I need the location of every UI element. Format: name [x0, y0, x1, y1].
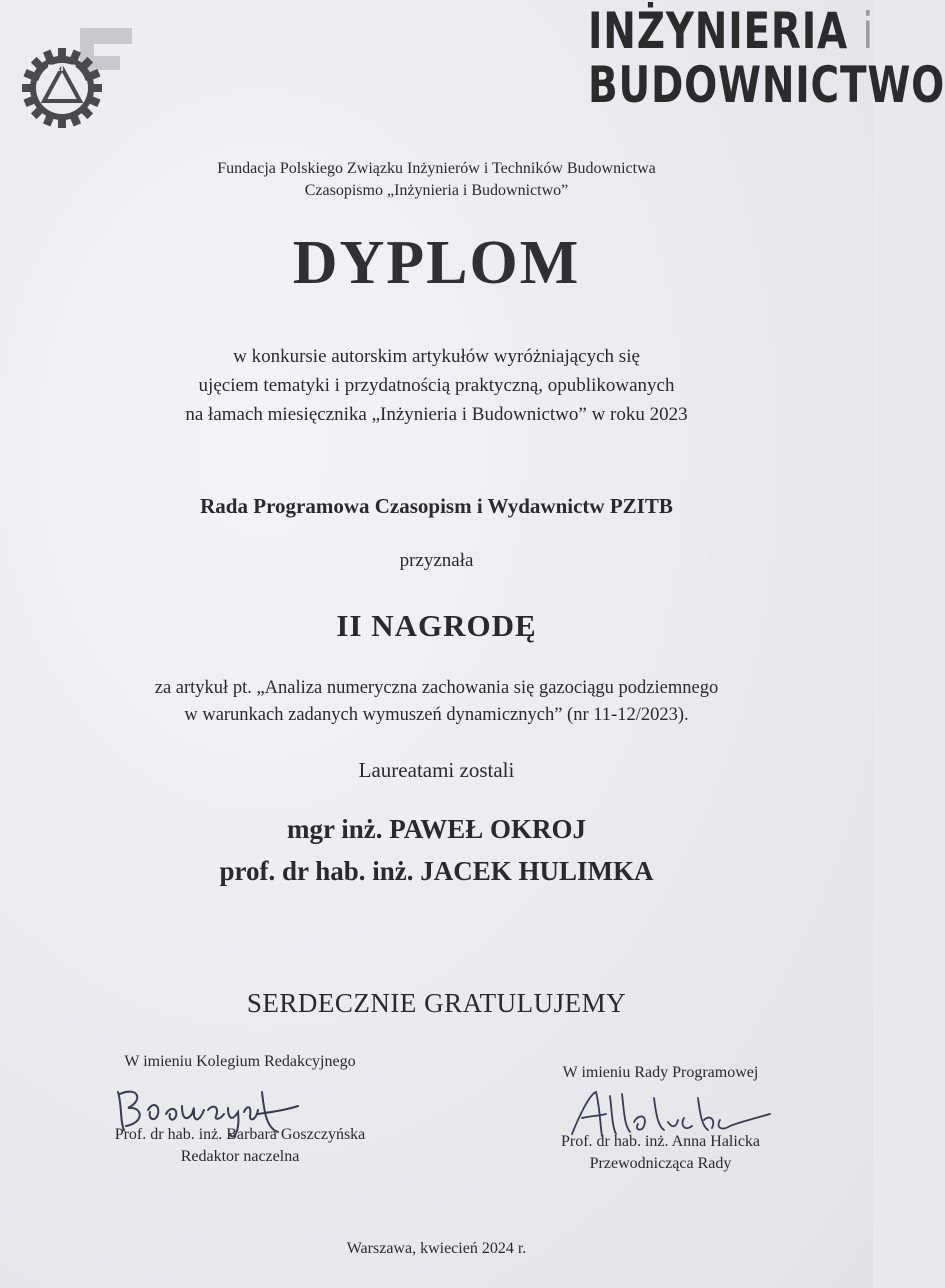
handwritten-signature-left [108, 1070, 308, 1150]
foundation-name: Fundacja Polskiego Związku Inżynierów i Techników Budownictwa [217, 160, 656, 177]
pzitb-logo-graphic [20, 22, 138, 134]
intro-line: na łamach miesięcznika „Inżynieria i Budownictwo” w roku 2023 [185, 404, 688, 425]
signatory-role: Przewodnicząca Rady [589, 1155, 732, 1172]
signature-on-behalf: W imieniu Kolegium Redakcyjnego [124, 1053, 356, 1070]
pzitb-logo [20, 22, 138, 134]
laureates-label: Laureatami zostali [358, 758, 515, 782]
masthead-line-1 [588, 2, 874, 60]
awarded-verb: przyznała [399, 550, 474, 571]
place-and-date: Warszawa, kwiecień 2024 r. [346, 1240, 527, 1257]
logo-text: PZITB [47, 64, 77, 74]
congratulations: SERDECZNIE GRATULUJEMY [246, 988, 627, 1018]
magazine-masthead [588, 2, 945, 114]
masthead-word-i: i [862, 2, 874, 60]
signature-on-behalf: W imieniu Rady Programowej [562, 1064, 759, 1081]
article-citation [0, 675, 873, 729]
article-line: w warunkach zadanych wymuszeń dynamicznych” (nr 11-12/2023). [184, 705, 689, 725]
handwritten-signature-right [560, 1084, 780, 1144]
signatory-name: Prof. dr hab. inż. Anna Halicka [560, 1133, 761, 1150]
awarding-council: Rada Programowa Czasopism i Wydawnictw PZITB [200, 494, 673, 518]
laureate-name: mgr inż. PAWEŁ OKROJ [286, 814, 586, 844]
article-line: za artykuł pt. „Analiza numeryczna zachowania się gazociągu podziemnego [154, 678, 719, 698]
intro-line: ujęciem tematyki i przydatnością praktyczną, opublikowanych [198, 375, 675, 396]
masthead-line-2: BUDOWNICTWO [588, 56, 945, 114]
journal-name: Czasopismo „Inżynieria i Budownictwo” [304, 182, 569, 199]
laureate-name: prof. dr hab. inż. JACEK HULIMKA [219, 856, 654, 886]
signatory-name: Prof. dr hab. inż. Barbara Goszczyńska [114, 1126, 366, 1143]
issuer-block [0, 158, 873, 202]
masthead-word-inzynieria: INŻYNIERIA [588, 2, 848, 60]
signatory-role: Redaktor naczelna [180, 1148, 300, 1165]
intro-line: w konkursie autorskim artykułów wyróżniających się [233, 346, 640, 367]
diploma-title: DYPLOM [292, 229, 581, 297]
prize-title: II NAGRODĘ [336, 608, 537, 643]
intro-text [0, 342, 873, 429]
